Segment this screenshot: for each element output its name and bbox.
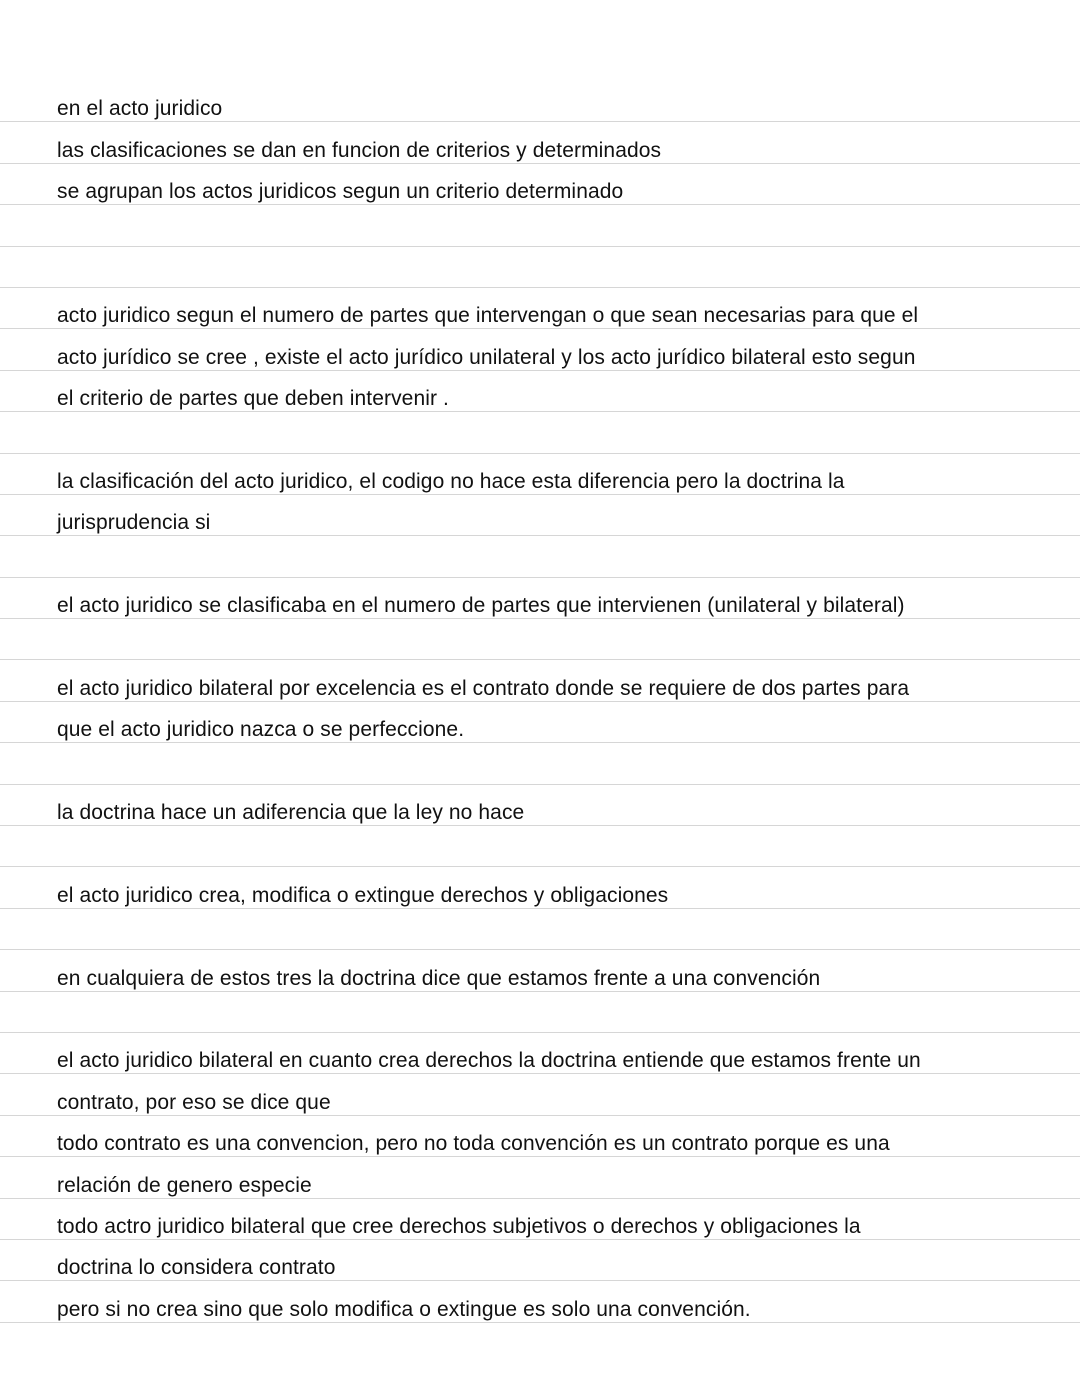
notebook-row xyxy=(0,81,1080,122)
notebook-row xyxy=(0,619,1080,660)
notebook-row xyxy=(0,247,1080,288)
text-line[interactable]: contrato, por eso se dice que xyxy=(57,1090,331,1114)
notebook-row xyxy=(0,1033,1080,1074)
text-line[interactable] xyxy=(0,865,67,866)
notebook-row xyxy=(0,329,1080,370)
notebook-row xyxy=(0,743,1080,784)
notebook-row xyxy=(0,826,1080,867)
text-line[interactable]: las clasificaciones se dan en funcion de criterios y determinados xyxy=(57,138,662,162)
notebook-row xyxy=(0,164,1080,205)
text-line[interactable]: todo contrato es una convencion, pero no toda convención es un contrato porque es una xyxy=(57,1132,890,1156)
text-line[interactable]: la doctrina hace un adiferencia que la ley no hace xyxy=(57,800,525,824)
text-line[interactable]: que el acto juridico nazca o se perfeccione. xyxy=(57,718,465,742)
text-line[interactable]: el acto juridico se clasificaba en el numero de partes que intervienen (unilateral y bilateral) xyxy=(57,594,905,618)
notebook-row xyxy=(0,1074,1080,1115)
notebook-row xyxy=(0,702,1080,743)
text-line[interactable]: doctrina lo considera contrato xyxy=(57,1256,336,1280)
text-line[interactable] xyxy=(0,658,67,659)
notebook-row xyxy=(0,578,1080,619)
notebook-row xyxy=(0,1157,1080,1198)
text-line[interactable]: acto jurídico se cree , existe el acto jurídico unilateral y los acto jurídico bilateral esto segun xyxy=(57,345,916,369)
notebook-row xyxy=(0,288,1080,329)
text-line[interactable] xyxy=(0,1031,67,1032)
notebook-row xyxy=(0,785,1080,826)
text-line[interactable]: acto juridico segun el numero de partes que intervengan o que sean necesarias para que el xyxy=(57,304,919,328)
text-line[interactable] xyxy=(0,286,67,287)
text-line[interactable]: en el acto juridico xyxy=(57,97,223,121)
notebook-row xyxy=(0,1116,1080,1157)
text-line[interactable]: el criterio de partes que deben intervenir . xyxy=(57,387,449,411)
notebook-row xyxy=(0,1199,1080,1240)
notebook-row xyxy=(0,454,1080,495)
notebook-row xyxy=(0,950,1080,991)
text-line[interactable] xyxy=(0,245,67,246)
notebook-row xyxy=(0,992,1080,1033)
text-line[interactable]: en cualquiera de estos tres la doctrina dice que estamos frente a una convención xyxy=(57,966,821,990)
text-line[interactable]: el acto juridico bilateral por excelencia es el contrato donde se requiere de dos partes para xyxy=(57,676,910,700)
text-line[interactable]: relación de genero especie xyxy=(57,1173,312,1197)
notebook-row xyxy=(0,122,1080,163)
text-line[interactable] xyxy=(0,576,67,577)
text-line[interactable] xyxy=(0,948,67,949)
text-line[interactable]: el acto juridico crea, modifica o extingue derechos y obligaciones xyxy=(57,883,669,907)
notebook-row xyxy=(0,536,1080,577)
notebook-row xyxy=(0,412,1080,453)
text-line[interactable] xyxy=(0,783,67,784)
notebook-row xyxy=(0,909,1080,950)
text-line[interactable] xyxy=(0,452,67,453)
notebook-row xyxy=(0,1281,1080,1322)
notebook-row xyxy=(0,205,1080,246)
notebook-row xyxy=(0,867,1080,908)
text-line[interactable]: todo actro juridico bilateral que cree derechos subjetivos o derechos y obligaciones la xyxy=(57,1214,861,1238)
notebook-row xyxy=(0,660,1080,701)
notebook-row xyxy=(0,1240,1080,1281)
text-line[interactable]: se agrupan los actos juridicos segun un criterio determinado xyxy=(57,180,624,204)
notebook-row xyxy=(0,371,1080,412)
text-line[interactable]: jurisprudencia si xyxy=(57,511,211,535)
text-line[interactable]: la clasificación del acto juridico, el codigo no hace esta diferencia pero la doctrina la xyxy=(57,469,845,493)
document-canvas xyxy=(0,81,1080,1323)
text-line[interactable]: el acto juridico bilateral en cuanto crea derechos la doctrina entiende que estamos frente un xyxy=(57,1049,921,1073)
text-line[interactable]: pero si no crea sino que solo modifica o extingue es solo una convención. xyxy=(57,1297,751,1321)
notebook-row xyxy=(0,495,1080,536)
